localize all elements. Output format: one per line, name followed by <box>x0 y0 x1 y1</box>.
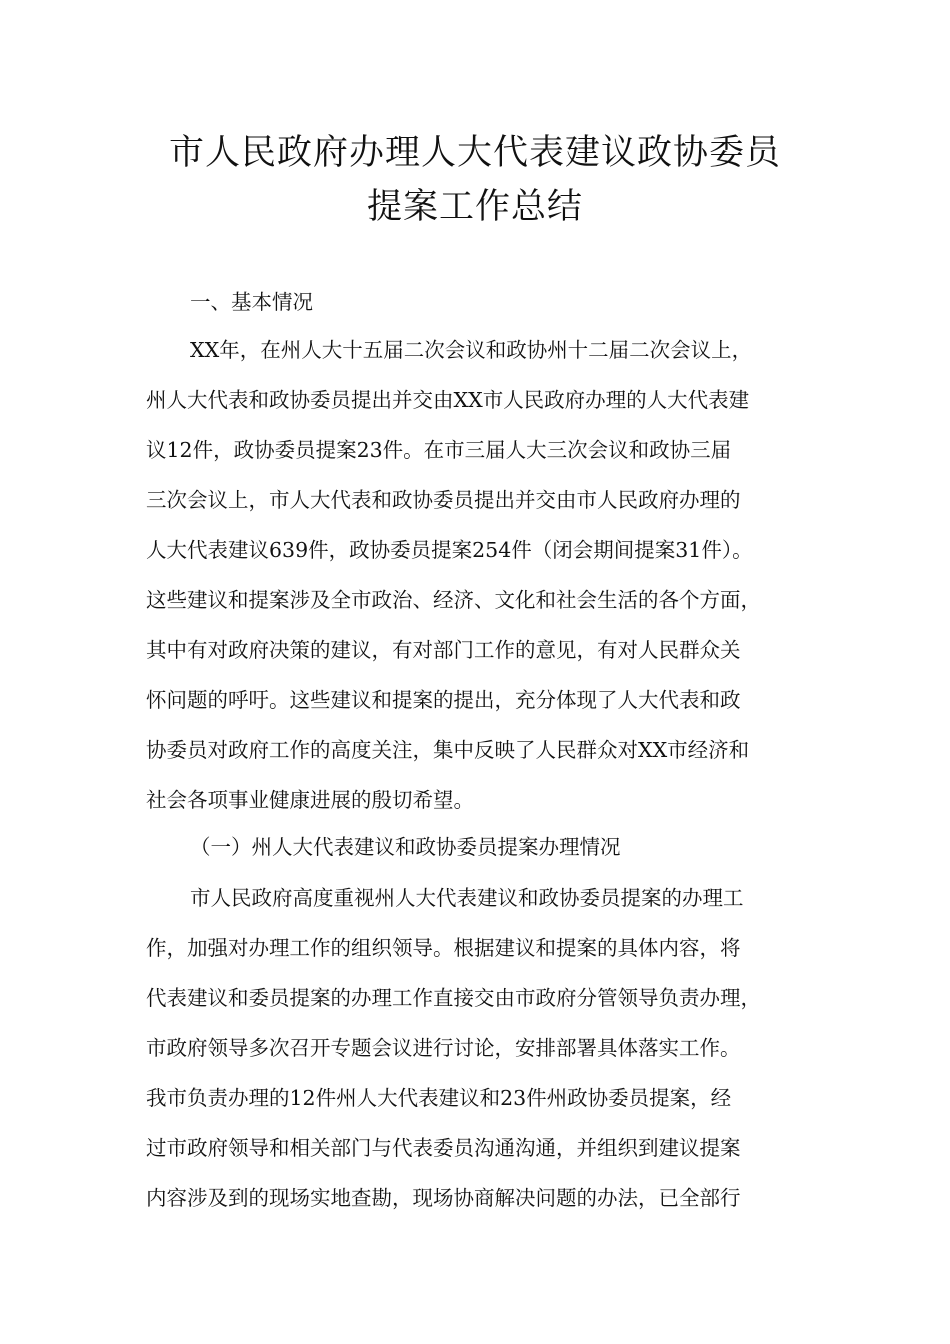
paragraph-line: 社会各项事业健康进展的殷切希望。 <box>146 788 474 812</box>
paragraph-line: 内容涉及到的现场实地查勘，现场协商解决问题的办法，已全部行 <box>146 1186 741 1210</box>
paragraph-basic-situation <box>146 325 816 825</box>
paragraph-line: 人大代表建议639件，政协委员提案254件（闭会期间提案31件）。 <box>146 538 753 562</box>
paragraph-line: 州人大代表和政协委员提出并交由XX市人民政府办理的人大代表建 <box>146 388 750 412</box>
paragraph-line: 市人民政府高度重视州人大代表建议和政协委员提案的办理工 <box>190 886 744 910</box>
paragraph-line: 其中有对政府决策的建议，有对部门工作的意见，有对人民群众关 <box>146 638 741 662</box>
paragraph-line: 怀问题的呼吁。这些建议和提案的提出，充分体现了人大代表和政 <box>146 688 741 712</box>
paragraph-line: XX年，在州人大十五届二次会议和政协州十二届二次会议上， <box>190 338 753 362</box>
paragraph-line: 过市政府领导和相关部门与代表委员沟通沟通，并组织到建议提案 <box>146 1136 741 1160</box>
title-line-1: 市人民政府办理人大代表建议政协委员 <box>168 133 781 173</box>
subsection-heading-state-proposals: （一）州人大代表建议和政协委员提案办理情况 <box>190 835 621 859</box>
paragraph-line: 作，加强对办理工作的组织领导。根据建议和提案的具体内容，将 <box>146 936 741 960</box>
document-title <box>120 126 830 234</box>
paragraph-line: 三次会议上，市人大代表和政协委员提出并交由市人民政府办理的 <box>146 488 741 512</box>
paragraph-line: 市政府领导多次召开专题会议进行讨论，安排部署具体落实工作。 <box>146 1036 741 1060</box>
document-body <box>146 280 816 1223</box>
title-line-2: 提案工作总结 <box>366 187 583 227</box>
section-heading-basic-situation: 一、基本情况 <box>190 290 313 314</box>
paragraph-line: 代表建议和委员提案的办理工作直接交由市政府分管领导负责办理， <box>146 986 761 1010</box>
paragraph-state-proposals <box>146 873 816 1223</box>
paragraph-line: 协委员对政府工作的高度关注，集中反映了人民群众对XX市经济和 <box>146 738 750 762</box>
paragraph-line: 我市负责办理的12件州人大代表建议和23件州政协委员提案，经 <box>146 1086 732 1110</box>
paragraph-line: 这些建议和提案涉及全市政治、经济、文化和社会生活的各个方面， <box>146 588 761 612</box>
paragraph-line: 议12件，政协委员提案23件。在市三届人大三次会议和政协三届 <box>146 438 732 462</box>
